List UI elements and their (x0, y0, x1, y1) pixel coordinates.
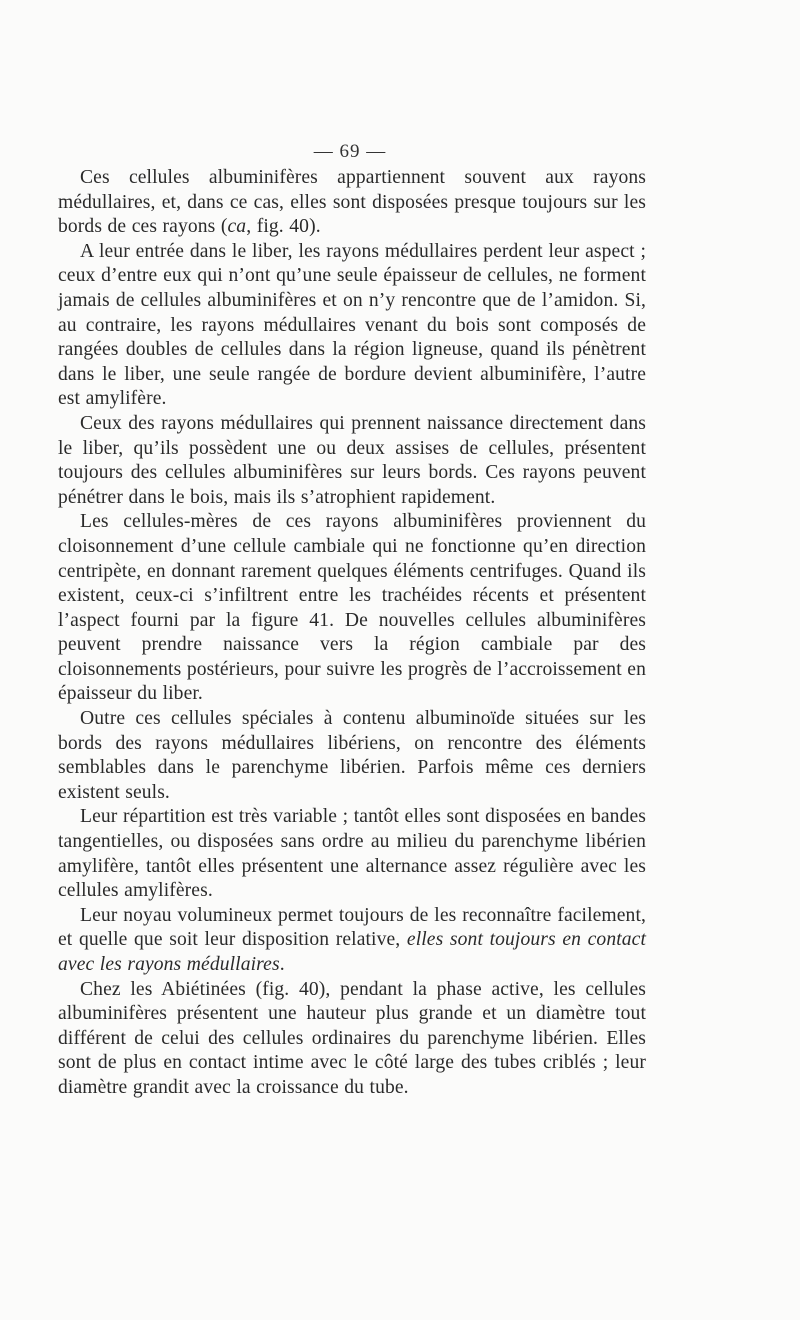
text-span: Ces cellules albuminifères appartiennent souvent aux rayons médullaires, et, dans ce cas, elles sont disposées presque toujours sur les bords de ces rayons ( (58, 167, 646, 238)
text-span: Outre ces cellules spéciales à contenu albuminoïde situées sur les bords des rayons médullaires libériens, on rencontre des éléments semblables dans le parenchyme libérien. Parfois même ces derniers existent seuls. (58, 708, 646, 803)
text-span: A leur entrée dans le liber, les rayons médullaires perdent leur aspect ; ceux d’entre eux qui n’ont qu’une seule épaisseur de cellules, ne forment jamais de cellules albuminifères et on n’y rencontre que de l’amidon. Si, au contraire, les rayons médullaires venant du bois sont composés de rangées doubles de cellules dans la région ligneuse, quand ils pénètrent dans le liber, une seule rangée de bordure devient albuminifère, l’autre est amylifère. (58, 240, 646, 410)
text-span: , fig. 40). (246, 216, 321, 238)
paragraph-8 (58, 978, 646, 1101)
text-span: Les cellules-mères de ces rayons albuminifères proviennent du cloisonnement d’une cellule cambiale qui ne fonctionne qu’en direction centripète, en donnant rarement quelques éléments centrifuges. Quand ils existent, ceux-ci s’infiltrent entre les trachéides récents et présentent l’aspect fourni par la figure 41. De nouvelles cellules albuminifères peuvent prendre naissance vers la région cambiale par des cloisonnements postérieurs, pour suivre les progrès de l’accroissement en épaisseur du liber. (58, 511, 646, 705)
paragraph-1 (58, 166, 646, 240)
paragraph-5 (58, 707, 646, 805)
paragraph-6 (58, 805, 646, 903)
text-span: . (279, 954, 285, 975)
text-span: Leur noyau volumineux permet toujours de les reconnaître facilement, et quelle que soit leur disposition relative, (58, 904, 646, 951)
italic-span: ca (227, 216, 247, 238)
paragraph-3 (58, 412, 646, 510)
text-span: Leur répartition est très variable ; tantôt elles sont disposées en bandes tangentielles, ou disposées sans ordre au milieu du parenchyme libérien amylifère, tantôt elles présentent une alternance assez régulière avec les cellules amylifères. (58, 806, 646, 902)
italic-span: elles sont toujours en contact avec les rayons médullaires (58, 929, 647, 975)
text-span: Ceux des rayons médullaires qui prennent naissance directement dans le liber, qu’ils possèdent une ou deux assises de cellules, présentent toujours des cellules albuminifères sur leurs bords. Ces rayons peuvent pénétrer dans le bois, mais ils s’atrophient rapidement. (58, 412, 646, 508)
text-span: Chez les Abiétinées (fig. 40), pendant la phase active, les cellules albuminifères présentent une hauteur plus grande et un diamètre tout différent de celui des cellules ordinaires du parenchyme libérien. Elles sont de plus en contact intime avec le côté large des tubes criblés ; leur diamètre grandit avec la croissance du tube. (58, 978, 646, 1098)
paragraph-7 (58, 904, 646, 978)
paragraph-4 (58, 510, 646, 707)
body-text (58, 166, 646, 1101)
page-number: — 69 — (313, 141, 387, 162)
paragraph-2 (58, 240, 646, 412)
